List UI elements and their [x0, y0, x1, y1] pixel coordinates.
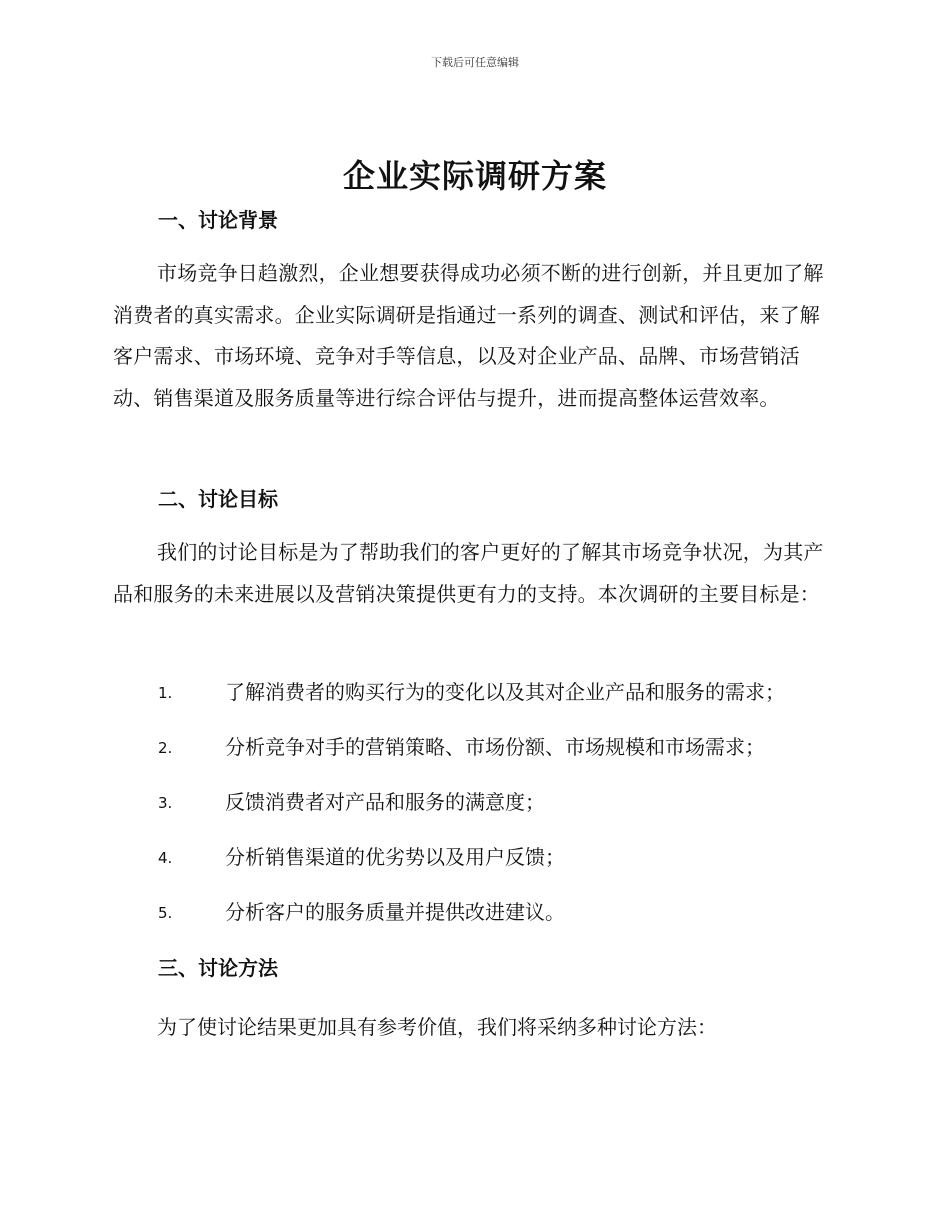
document-title: 企业实际调研方案	[342, 157, 607, 195]
goal-text: 分析销售渠道的优劣势以及用户反馈；	[225, 845, 565, 869]
header-note: 下载后可任意编辑	[431, 56, 519, 69]
goal-number: 3.	[158, 794, 173, 812]
goal-text: 了解消费者的购买行为的变化以及其对企业产品和服务的需求；	[225, 680, 785, 704]
goal-list-item	[158, 842, 848, 872]
goal-list-item	[158, 732, 848, 762]
goal-number: 5.	[158, 904, 173, 922]
goal-list-item	[158, 677, 848, 707]
goal-number: 1.	[158, 684, 173, 702]
goal-list-item	[158, 897, 848, 927]
goal-number: 2.	[158, 739, 173, 757]
goal-text: 反馈消费者对产品和服务的满意度；	[225, 790, 545, 814]
goal-text: 分析竞争对手的营销策略、市场份额、市场规模和市场需求；	[225, 735, 765, 759]
section-heading-background: 一、讨论背景	[158, 208, 278, 232]
goal-list-item	[158, 787, 848, 817]
goals-paragraph: 我们的讨论目标是为了帮助我们的客户更好的了解其市场竞争状况，为其产品和服务的未来进展以及营销决策提供更有力的支持。本次调研的主要目标是：	[113, 540, 824, 606]
section-heading-goals: 二、讨论目标	[158, 487, 278, 511]
methods-paragraph: 为了使讨论结果更加具有参考价值，我们将采纳多种讨论方法：	[157, 1015, 717, 1039]
goal-number: 4.	[158, 849, 173, 867]
background-paragraph: 市场竞争日趋激烈，企业想要获得成功必须不断的进行创新，并且更加了解消费者的真实需求。企业实际调研是指通过一系列的调查、测试和评估，来了解客户需求、市场环境、竞争对手等信息，以及对企业产品、品牌、市场营销活动、销售渠道及服务质量等进行综合评估与提升，进而提高整体运营效率。	[113, 261, 824, 410]
goal-text: 分析客户的服务质量并提供改进建议。	[225, 900, 565, 924]
section-heading-methods: 三、讨论方法	[158, 956, 278, 980]
